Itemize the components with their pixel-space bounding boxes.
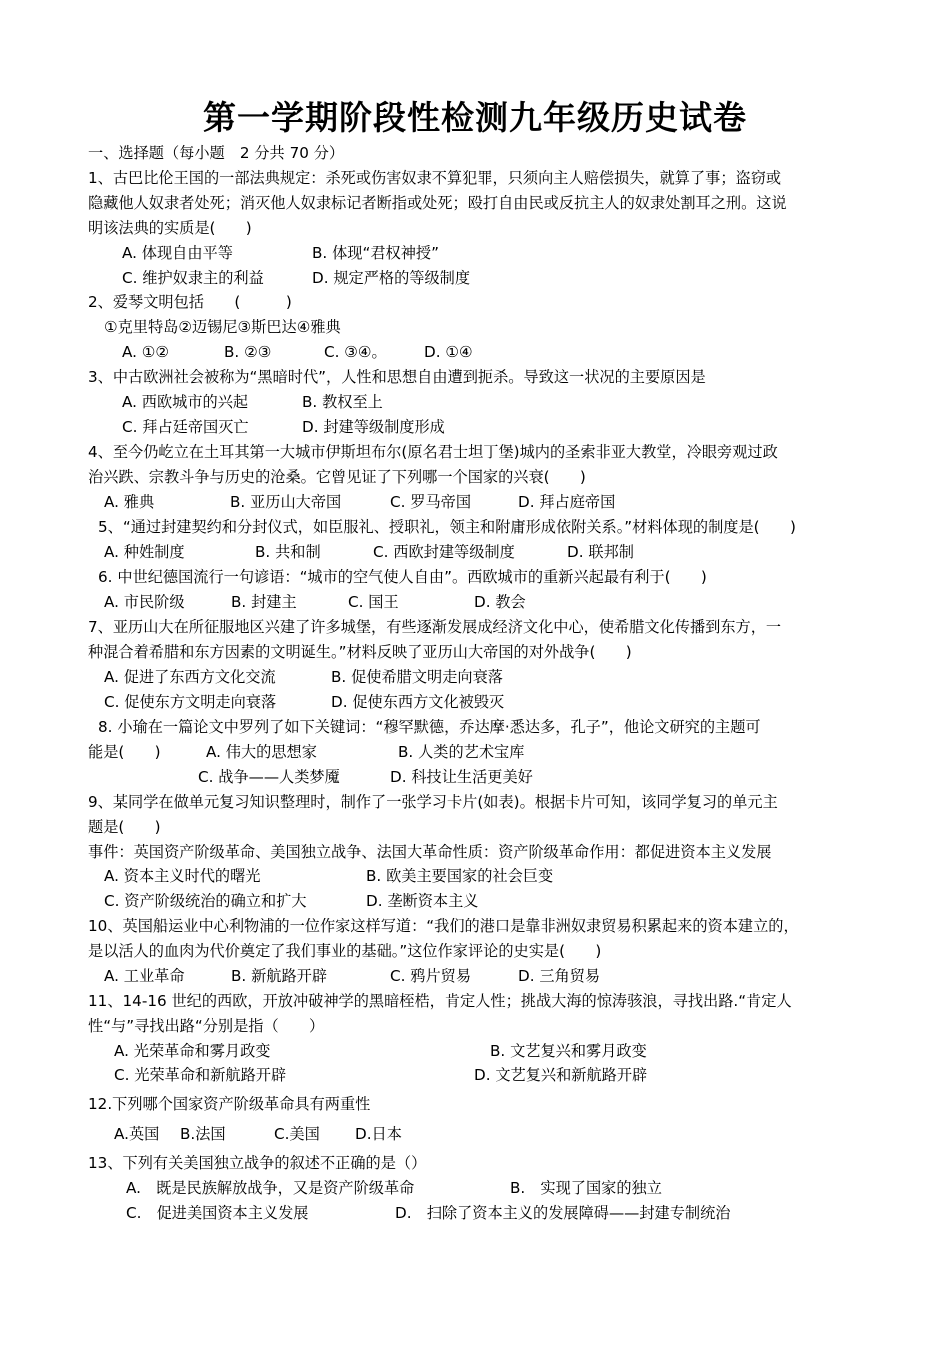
question-text: 1、古巴比伦王国的一部法典规定：杀死或伤害奴隶不算犯罪，只须向主人赔偿损失，就算了事；盗窃或 <box>88 169 782 187</box>
option-c: C. 战争——人类梦魇 <box>198 768 340 786</box>
question-text: 种混合着希腊和东方因素的文明诞生。”材料反映了亚历山大帝国的对外战争( ) <box>88 643 632 661</box>
question-text: 题是( ) <box>88 818 161 836</box>
question-text: 9、某同学在做单元复习知识整理时，制作了一张学习卡片(如表)。根据卡片可知，该同学复习的单元主 <box>88 793 778 811</box>
option-a: A. 伟大的思想家 <box>206 743 317 761</box>
question-text: 12.下列哪个国家资产阶级革命具有两重性 <box>88 1095 371 1113</box>
option-d: D. 规定严格的等级制度 <box>312 269 471 287</box>
question-text: 8. 小瑜在一篇论文中罗列了如下关键词：“穆罕默德，乔达摩·悉达多，孔子”，他论文研究的主题可 <box>98 718 761 736</box>
question-text: 明该法典的实质是( ) <box>88 219 252 237</box>
option-a: A. 雅典 <box>104 493 155 511</box>
option-b: B. 体现“君权神授” <box>312 244 439 262</box>
option-b: B. 实现了国家的独立 <box>510 1179 662 1197</box>
option-c: C. 促进美国资本主义发展 <box>126 1204 309 1222</box>
option-a: A. 市民阶级 <box>104 593 185 611</box>
option-a: A. 既是民族解放战争，又是资产阶级革命 <box>126 1179 415 1197</box>
option-c: C. 维护奴隶主的利益 <box>122 269 264 287</box>
option-b: B. 欧美主要国家的社会巨变 <box>366 867 554 885</box>
option-b: B. 人类的艺术宝库 <box>398 743 525 761</box>
option-d: D. 科技让生活更美好 <box>390 768 533 786</box>
question-text: 3、中古欧洲社会被称为“黑暗时代”，人性和思想自由遭到扼杀。导致这一状况的主要原因是 <box>88 368 706 386</box>
question-text: 治兴跌、宗教斗争与历史的沧桑。它曾见证了下列哪一个国家的兴衰( ) <box>88 468 586 486</box>
question-text: 11、14-16 世纪的西欧，开放冲破神学的黑暗桎梏，肯定人性；挑战大海的惊涛骇浪，寻找出路.“肯定人 <box>88 992 792 1010</box>
section-heading: 一、选择题（每小题 2 分共 70 分） <box>88 144 345 162</box>
exam-title: 第一学期阶段性检测九年级历史试卷 <box>203 98 747 137</box>
option-b: B. 教权至上 <box>302 393 383 411</box>
option-d: D. 封建等级制度形成 <box>302 418 445 436</box>
option-b: B. 文艺复兴和雾月政变 <box>490 1042 647 1060</box>
option-a: A. 种姓制度 <box>104 543 185 561</box>
option-d: D. 促使东西方文化被毁灭 <box>331 693 505 711</box>
option-b: B. 新航路开辟 <box>231 967 328 985</box>
option-d: D. ①④ <box>424 343 473 361</box>
option-c: C. ③④。 <box>324 343 387 361</box>
option-d: D. 三角贸易 <box>518 967 601 985</box>
question-text: 能是( ) <box>88 743 161 761</box>
option-b: B. ②③ <box>224 343 272 361</box>
option-c: C. 西欧封建等级制度 <box>373 543 515 561</box>
question-items: ①克里特岛②迈锡尼③斯巴达④雅典 <box>104 318 341 336</box>
question-text: 4、至今仍屹立在土耳其第一大城市伊斯坦布尔(原名君士坦丁堡)城内的圣索非亚大教堂，冷眼旁观过政 <box>88 443 778 461</box>
option-c: C. 拜占廷帝国灭亡 <box>122 418 249 436</box>
question-text: 2、爱琴文明包括 ( ) <box>88 293 292 311</box>
option-b: B. 促使希腊文明走向衰落 <box>331 668 503 686</box>
option-a: A. 体现自由平等 <box>122 244 233 262</box>
option-b: B. 共和制 <box>255 543 321 561</box>
option-a: A. 工业革命 <box>104 967 185 985</box>
study-card-text: 事件：英国资产阶级革命、美国独立战争、法国大革命性质：资产阶级革命作用：都促进资本主义发展 <box>88 843 772 861</box>
option-c: C.美国 <box>274 1125 320 1143</box>
option-b: B.法国 <box>180 1125 226 1143</box>
option-d: D. 文艺复兴和新航路开辟 <box>474 1066 648 1084</box>
option-d: D. 教会 <box>474 593 526 611</box>
option-d: D. 联邦制 <box>567 543 634 561</box>
option-a: A. ①② <box>122 343 170 361</box>
option-c: C. 促使东方文明走向衰落 <box>104 693 277 711</box>
question-text: 6. 中世纪德国流行一句谚语：“城市的空气使人自由”。西欧城市的重新兴起最有利于( ) <box>98 568 707 586</box>
option-b: B. 亚历山大帝国 <box>230 493 342 511</box>
option-a: A. 西欧城市的兴起 <box>122 393 249 411</box>
option-c: C. 鸦片贸易 <box>390 967 472 985</box>
option-c: C. 国王 <box>348 593 399 611</box>
option-a: A. 资本主义时代的曙光 <box>104 867 261 885</box>
option-d: D. 扫除了资本主义的发展障碍——封建专制统治 <box>395 1204 731 1222</box>
question-text: 7、亚历山大在所征服地区兴建了许多城堡，有些逐渐发展成经济文化中心，使希腊文化传播到东方，一 <box>88 618 782 636</box>
option-a: A. 光荣革命和雾月政变 <box>114 1042 271 1060</box>
option-c: C. 资产阶级统治的确立和扩大 <box>104 892 307 910</box>
option-b: B. 封建主 <box>231 593 297 611</box>
question-text: 性“与”寻找出路“分别是指（ ） <box>88 1017 325 1035</box>
option-a: A.英国 <box>114 1125 160 1143</box>
question-text: 5、“通过封建契约和分封仪式，如臣服礼、授职礼，领主和附庸形成依附关系。”材料体现的制度是( ) <box>98 518 796 536</box>
question-text: 隐藏他人奴隶者处死；消灭他人奴隶标记者断指或处死；殴打自由民或反抗主人的奴隶处割耳之刑。这说 <box>88 194 787 212</box>
question-text: 10、英国船运业中心利物浦的一位作家这样写道：“我们的港口是靠非洲奴隶贸易积累起来的资本建立的， <box>88 917 799 935</box>
question-text: 是以活人的血肉为代价奠定了我们事业的基础。”这位作家评论的史实是( ) <box>88 942 602 960</box>
option-d: D. 拜占庭帝国 <box>518 493 616 511</box>
option-d: D.日本 <box>355 1125 402 1143</box>
option-c: C. 罗马帝国 <box>390 493 472 511</box>
option-d: D. 垄断资本主义 <box>366 892 479 910</box>
question-text: 13、下列有关美国独立战争的叙述不正确的是（） <box>88 1154 427 1172</box>
option-a: A. 促进了东西方文化交流 <box>104 668 276 686</box>
option-c: C. 光荣革命和新航路开辟 <box>114 1066 287 1084</box>
